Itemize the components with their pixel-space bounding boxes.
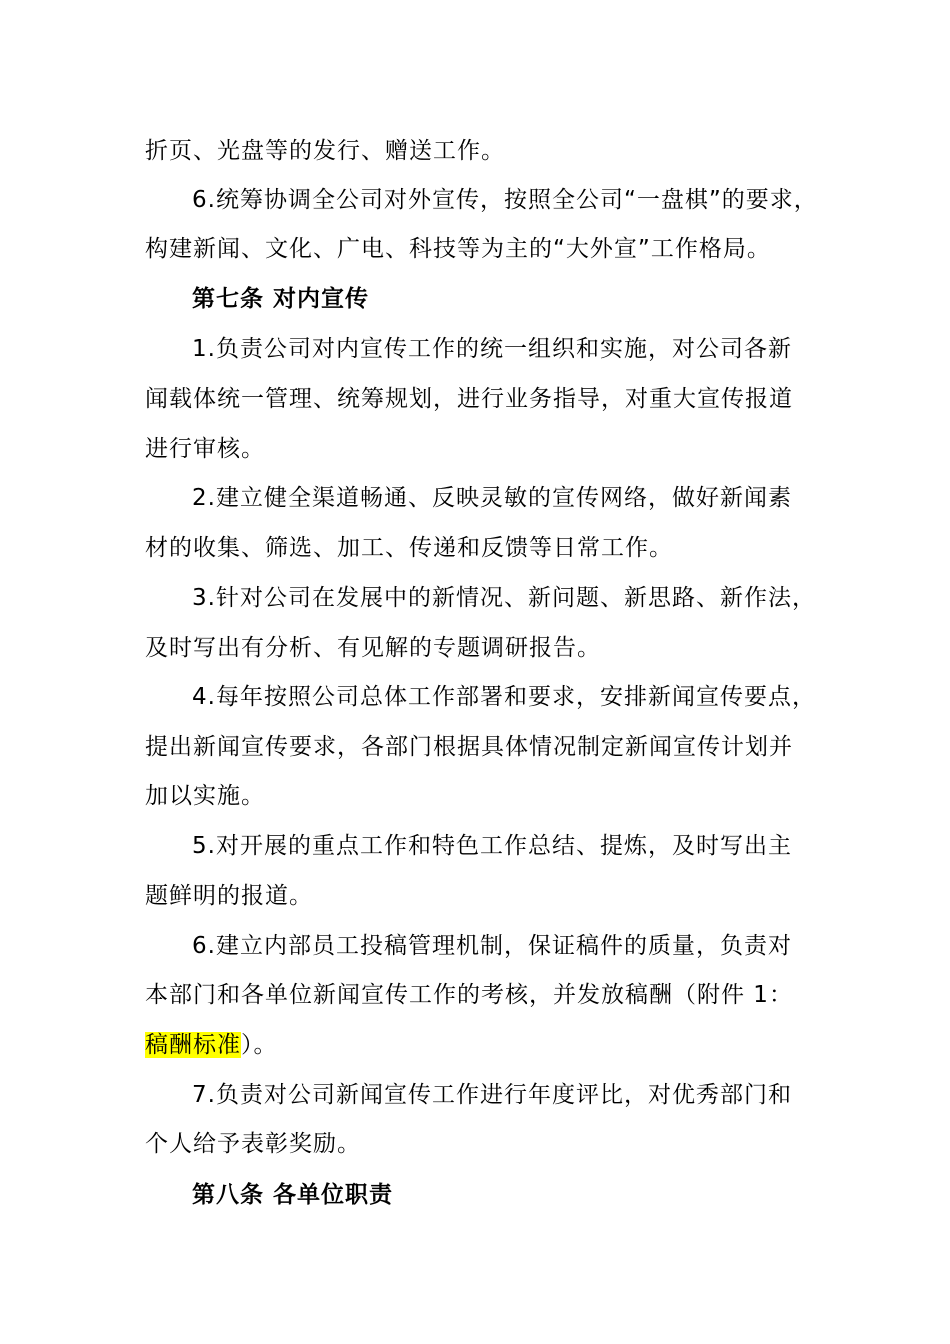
- paragraph-line: 4.每年按照公司总体工作部署和要求，安排新闻宣传要点，: [192, 684, 816, 710]
- paragraph-line: 加以实施。: [145, 783, 265, 809]
- paragraph-line: 5.对开展的重点工作和特色工作总结、提炼，及时写出主: [192, 833, 792, 859]
- paragraph-line: 提出新闻宣传要求，各部门根据具体情况制定新闻宣传计划并: [145, 734, 793, 760]
- paragraph-line: 6.统筹协调全公司对外宣传，按照全公司“一盘棋”的要求，: [192, 187, 818, 213]
- paragraph-line: 材的收集、筛选、加工、传递和反馈等日常工作。: [145, 535, 673, 561]
- paragraph-line: [145, 1020, 845, 1070]
- highlighted-text: 稿酬标准: [145, 1032, 241, 1058]
- paragraph-line: 7.负责对公司新闻宣传工作进行年度评比，对优秀部门和: [192, 1082, 792, 1108]
- paragraph-line: 闻载体统一管理、统筹规划，进行业务指导，对重大宣传报道: [145, 386, 793, 412]
- article-heading: 第八条 各单位职责: [192, 1182, 394, 1208]
- paragraph-line: 及时写出有分析、有见解的专题调研报告。: [145, 635, 601, 661]
- paragraph-line: 本部门和各单位新闻宣传工作的考核，并发放稿酬（附件 1：: [145, 982, 793, 1008]
- paragraph-line: 3.针对公司在发展中的新情况、新问题、新思路、新作法，: [192, 585, 816, 611]
- paragraph-line: 6.建立内部员工投稿管理机制，保证稿件的质量，负责对: [192, 933, 792, 959]
- paragraph-line: 构建新闻、文化、广电、科技等为主的“大外宣”工作格局。: [145, 236, 771, 262]
- paragraph-text: ）。: [241, 1032, 278, 1058]
- paragraph-line: 2.建立健全渠道畅通、反映灵敏的宣传网络，做好新闻素: [192, 485, 792, 511]
- paragraph-line: 题鲜明的报道。: [145, 883, 313, 909]
- paragraph-line: 折页、光盘等的发行、赠送工作。: [145, 138, 505, 164]
- paragraph-line: 个人给予表彰奖励。: [145, 1131, 361, 1157]
- article-heading: 第七条 对内宣传: [192, 286, 370, 312]
- paragraph-line: 进行审核。: [145, 436, 265, 462]
- paragraph-line: 1.负责公司对内宣传工作的统一组织和实施，对公司各新: [192, 336, 792, 362]
